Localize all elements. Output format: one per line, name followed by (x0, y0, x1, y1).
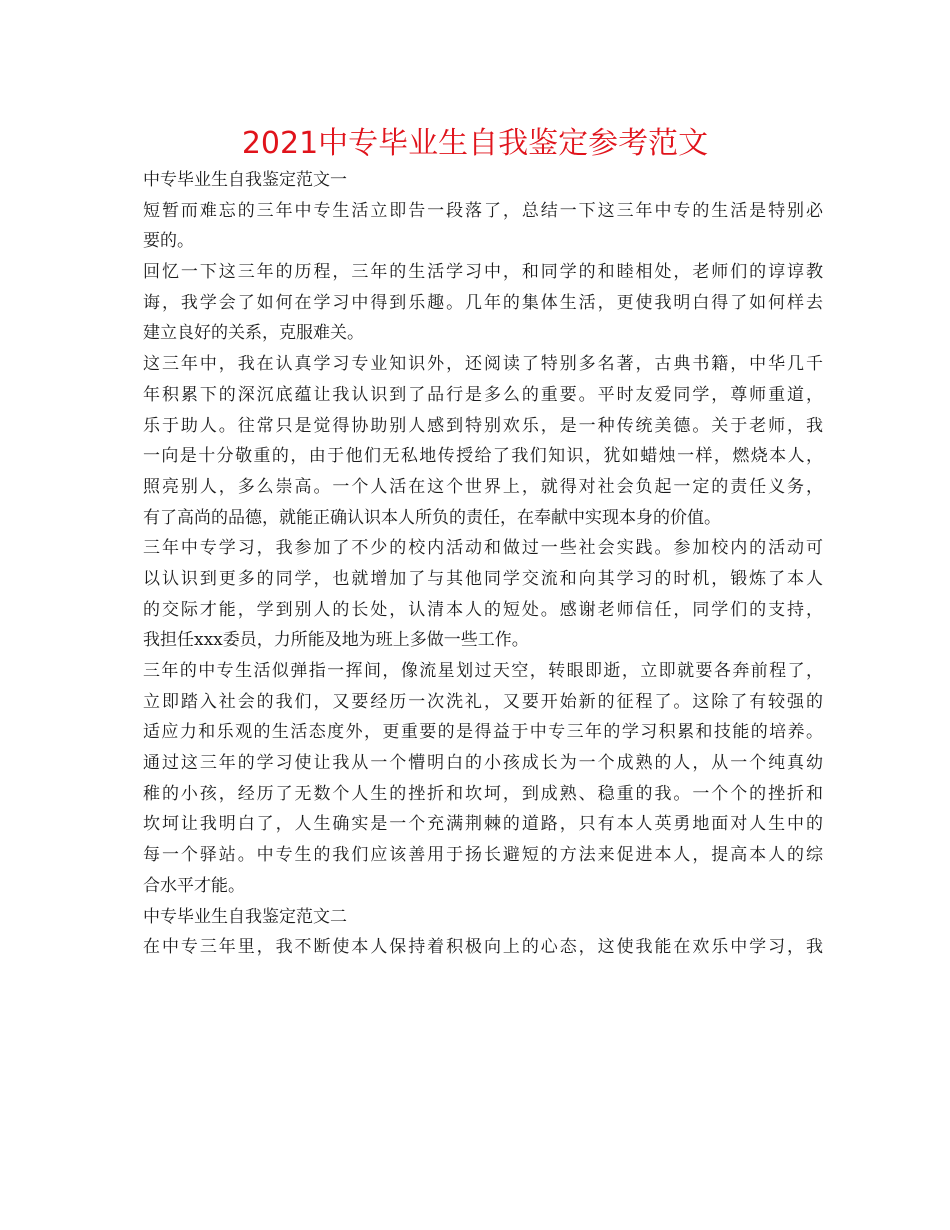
paragraph-line: 在中专三年里，我不断使本人保持着积极向上的心态，这使我能在欢乐中学习，我 (143, 937, 823, 958)
paragraph-line: 诲，我学会了如何在学习中得到乐趣。几年的集体生活，更使我明白得了如何样去 (143, 292, 823, 313)
paragraph-line: 短暂而难忘的三年中专生活立即告一段落了，总结一下这三年中专的生活是特别必 (143, 200, 823, 221)
paragraph-line: 乐于助人。往常只是觉得协助别人感到特别欢乐，是一种传统美德。关于老师，我 (143, 415, 823, 436)
document-body (143, 165, 823, 963)
paragraph-line: 年积累下的深沉底蕴让我认识到了品行是多么的重要。平时友爱同学，尊师重道， (143, 384, 823, 405)
document-title: 2021中专毕业生自我鉴定参考范文 (241, 126, 709, 161)
paragraph-line: 三年的中专生活似弹指一挥间，像流星划过天空，转眼即逝，立即就要各奔前程了， (143, 661, 823, 681)
paragraph-line: 一向是十分敬重的，由于他们无私地传授给了我们知识，犹如蜡烛一样，燃烧本人， (143, 446, 823, 467)
paragraph-line: 坎坷让我明白了，人生确实是一个充满荆棘的道路，只有本人英勇地面对人生中的 (143, 814, 823, 835)
paragraph-line: 回忆一下这三年的历程，三年的生活学习中，和同学的和睦相处，老师们的谆谆教 (143, 262, 823, 283)
paragraph-line: 的交际才能，学到别人的长处，认清本人的短处。感谢老师信任，同学们的支持， (143, 599, 823, 620)
paragraph-line: 建立良好的关系，克服难关。 (143, 323, 364, 344)
paragraph-line: 稚的小孩，经历了无数个人生的挫折和坎坷，到成熟、稳重的我。一个个的挫折和 (143, 783, 823, 804)
paragraph-line: 三年中专学习，我参加了不少的校内活动和做过一些社会实践。参加校内的活动可 (143, 538, 823, 559)
paragraph-line: 有了高尚的品德，就能正确认识本人所负的责任，在奉献中实现本身的价值。 (143, 507, 721, 528)
paragraph-line: 以认识到更多的同学，也就增加了与其他同学交流和向其学习的时机，锻炼了本人 (143, 568, 823, 589)
paragraph-line: 立即踏入社会的我们，又要经历一次洗礼，又要开始新的征程了。这除了有较强的 (143, 691, 823, 712)
paragraph-line: 我担任xxx委员，力所能及地为班上多做一些工作。 (143, 630, 529, 651)
paragraph-line: 合水平才能。 (143, 875, 245, 896)
paragraph-line: 适应力和乐观的生活态度外，更重要的是得益于中专三年的学习积累和技能的培养。 (143, 722, 823, 743)
paragraph-line: 这三年中，我在认真学习专业知识外，还阅读了特别多名著，古典书籍，中华几千 (143, 354, 823, 375)
paragraph-line: 通过这三年的学习使让我从一个懵明白的小孩成长为一个成熟的人，从一个纯真幼 (143, 753, 823, 774)
paragraph-line: 照亮别人，多么崇高。一个人活在这个世界上，就得对社会负起一定的责任义务， (143, 476, 823, 497)
paragraph-line: 要的。 (143, 231, 194, 252)
section-heading: 中专毕业生自我鉴定范文二 (143, 906, 347, 927)
paragraph-line: 每一个驿站。中专生的我们应该善用于扬长避短的方法来促进本人，提高本人的综 (143, 845, 823, 866)
section-heading: 中专毕业生自我鉴定范文一 (143, 170, 347, 190)
